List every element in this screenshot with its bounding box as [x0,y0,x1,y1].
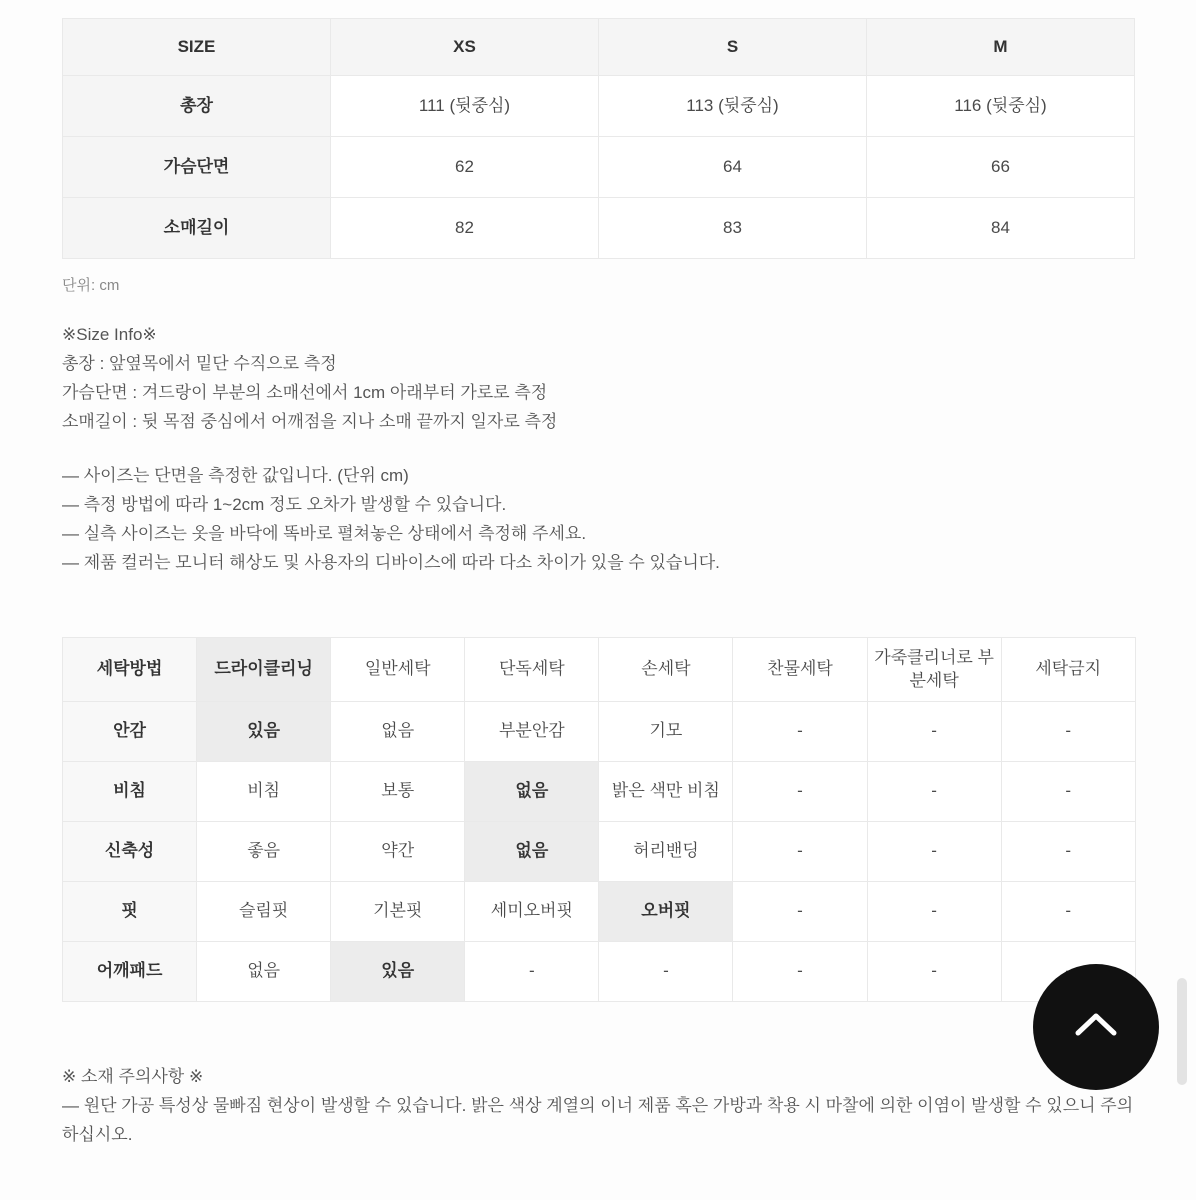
care-row-label: 어깨패드 [63,942,197,1002]
size-row-label: 소매길이 [63,198,331,259]
care-option-cell: - [1001,702,1135,762]
care-option-cell: - [733,822,867,882]
size-value-cell: 66 [867,137,1135,198]
size-value-cell: 83 [599,198,867,259]
size-info-block [62,320,1135,436]
care-option-cell: 비침 [197,762,331,822]
care-selected-cell: 없음 [465,822,599,882]
care-selected-cell: 있음 [331,942,465,1002]
material-note-body: — 원단 가공 특성상 물빠짐 현상이 발생할 수 있습니다. 밝은 색상 계열의 이너 제품 혹은 가방과 착용 시 마찰에 의한 이염이 발생할 수 있으니 주의하십시오. [62,1096,1134,1144]
care-option-cell: 세미오버핏 [465,882,599,942]
care-option-cell: - [867,882,1001,942]
care-option-cell: - [867,702,1001,762]
care-option-cell: 보통 [331,762,465,822]
care-option-cell: 기본핏 [331,882,465,942]
care-option-cell: - [1001,882,1135,942]
size-value-cell: 111 (뒷중심) [331,76,599,137]
size-note-line: — 제품 컬러는 모니터 해상도 및 사용자의 디바이스에 따라 다소 차이가 있을 수 있습니다. [62,553,720,572]
size-row-label: 총장 [63,76,331,137]
material-note-block [62,1062,1135,1149]
care-option-cell: - [599,942,733,1002]
size-info-title: ※Size Info※ [62,325,157,344]
care-option-cell: 찬물세탁 [733,638,867,702]
size-value-cell: 82 [331,198,599,259]
size-value-cell: 113 (뒷중심) [599,76,867,137]
care-option-cell: 기모 [599,702,733,762]
care-option-cell: - [867,942,1001,1002]
size-value-cell: 64 [599,137,867,198]
size-info-line: 총장 : 앞옆목에서 밑단 수직으로 측정 [62,354,337,373]
care-option-cell: - [1001,762,1135,822]
care-option-cell: 허리밴딩 [599,822,733,882]
care-option-cell: - [733,702,867,762]
care-option-cell: 일반세탁 [331,638,465,702]
care-option-cell: 가죽클리너로 부분세탁 [867,638,1001,702]
size-info-line: 가슴단면 : 겨드랑이 부분의 소매선에서 1cm 아래부터 가로로 측정 [62,383,548,402]
material-note-title: ※ 소재 주의사항 ※ [62,1067,204,1086]
scrollbar-thumb[interactable] [1177,978,1187,1085]
size-table-corner-header: SIZE [63,19,331,76]
care-option-cell: 없음 [331,702,465,762]
size-column-header: XS [331,19,599,76]
size-row-label: 가슴단면 [63,137,331,198]
unit-note: 단위: cm [62,277,120,294]
size-table [62,18,1135,259]
care-selected-cell: 오버핏 [599,882,733,942]
care-row-label: 신축성 [63,822,197,882]
size-note-line: — 사이즈는 단면을 측정한 값입니다. (단위 cm) [62,466,409,485]
care-option-cell: 세탁금지 [1001,638,1135,702]
care-option-cell: 약간 [331,822,465,882]
size-info-line: 소매길이 : 뒷 목점 중심에서 어깨점을 지나 소매 끝까지 일자로 측정 [62,412,558,431]
size-value-cell: 116 (뒷중심) [867,76,1135,137]
care-row-label: 핏 [63,882,197,942]
care-option-cell: 밝은 색만 비침 [599,762,733,822]
care-option-cell: - [867,822,1001,882]
care-option-cell: 없음 [197,942,331,1002]
care-option-cell: 부분안감 [465,702,599,762]
care-row-label: 비침 [63,762,197,822]
care-row-label: 안감 [63,702,197,762]
size-note-line: — 측정 방법에 따라 1~2cm 정도 오차가 발생할 수 있습니다. [62,495,507,514]
care-selected-cell: 없음 [465,762,599,822]
care-row-label: 세탁방법 [63,638,197,702]
size-column-header: M [867,19,1135,76]
care-option-cell: 단독세탁 [465,638,599,702]
care-option-cell: 좋음 [197,822,331,882]
size-column-header: S [599,19,867,76]
size-note-line: — 실측 사이즈는 옷을 바닥에 똑바로 펼쳐놓은 상태에서 측정해 주세요. [62,524,587,543]
care-option-cell: - [733,942,867,1002]
care-option-cell: - [867,762,1001,822]
chevron-up-icon [1074,1017,1118,1037]
care-option-cell: 슬림핏 [197,882,331,942]
care-selected-cell: 드라이클리닝 [197,638,331,702]
size-notes-block [62,461,1135,577]
care-option-cell: - [733,762,867,822]
size-value-cell: 84 [867,198,1135,259]
care-selected-cell: 있음 [197,702,331,762]
size-value-cell: 62 [331,137,599,198]
scroll-to-top-button[interactable] [1033,964,1159,1090]
care-option-cell: - [733,882,867,942]
care-option-cell: 손세탁 [599,638,733,702]
care-option-cell: - [1001,822,1135,882]
care-table [62,637,1136,1002]
care-option-cell: - [465,942,599,1002]
